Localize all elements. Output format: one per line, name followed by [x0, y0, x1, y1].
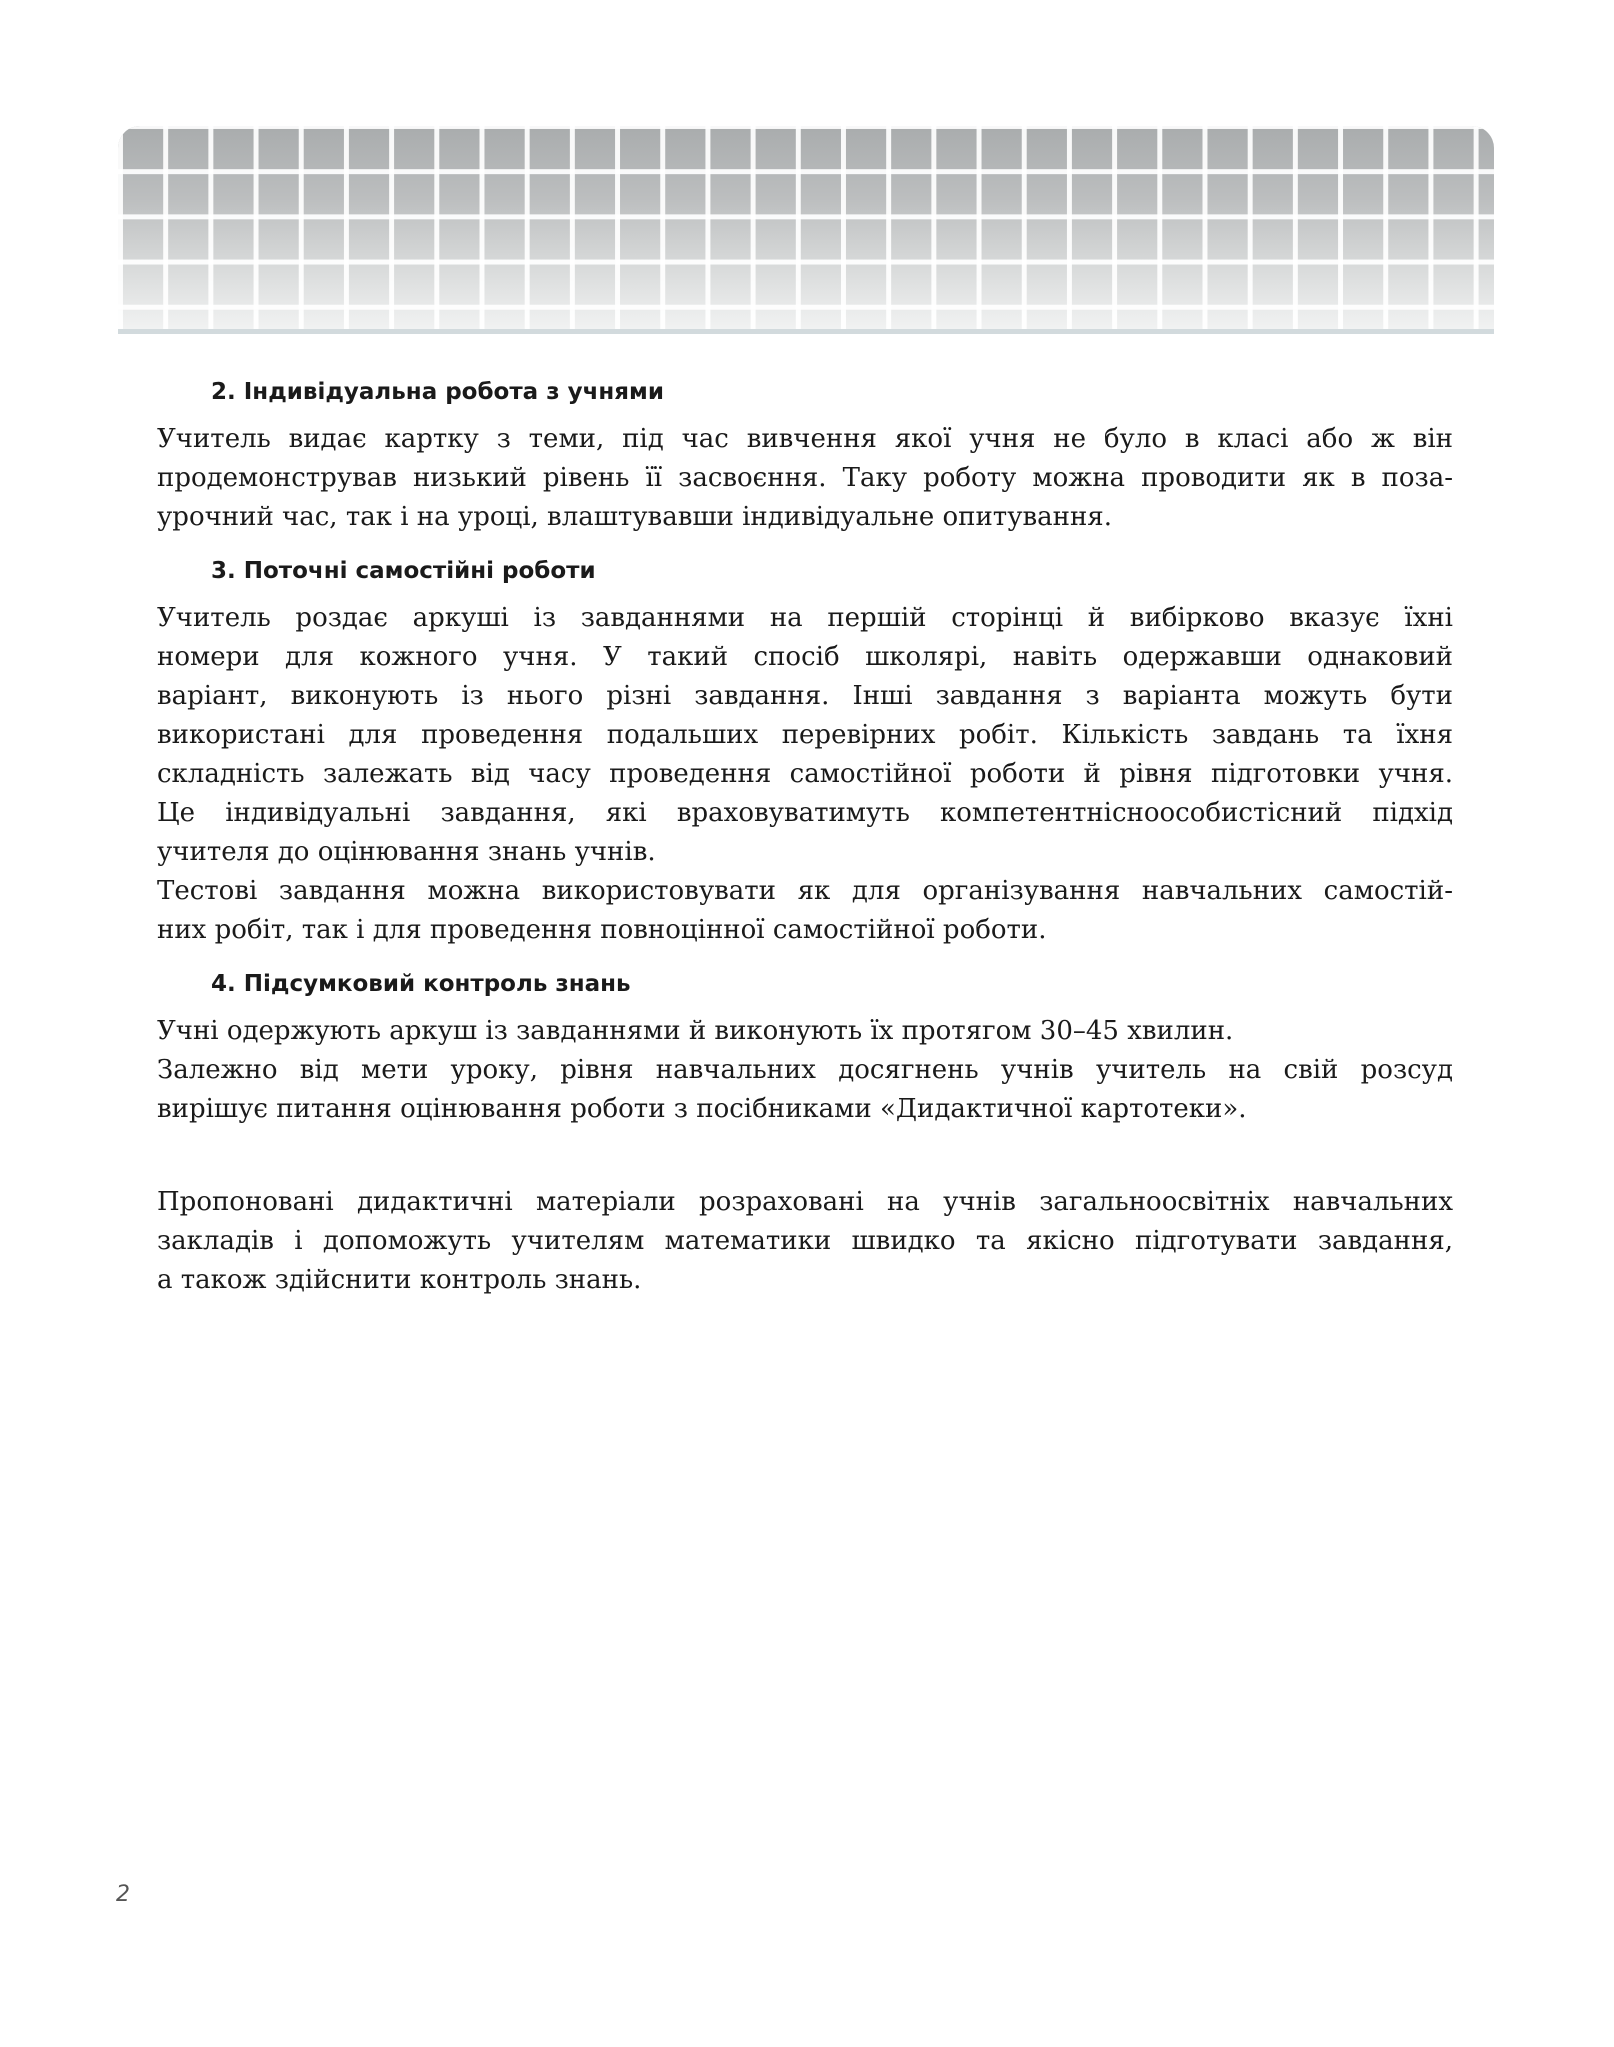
section-final-control — [157, 968, 1453, 1129]
text-line: Учитель видає картку з теми, під час вивчення якої учня не було в класі або ж він — [157, 424, 1453, 454]
text-line: варіант, виконують із нього різні завдання. Інші завдання з варіанта можуть бути — [157, 681, 1453, 711]
text-line: номери для кожного учня. У такий спосіб школярі, навіть одержавши однаковий — [157, 642, 1453, 672]
text-line: них робіт, так і для проведення повноцінної самостійної роботи. — [157, 915, 1047, 945]
spacer — [157, 1147, 1453, 1183]
text-line: Учитель роздає аркуші із завданнями на першій сторінці й вибірково вказує їхні — [157, 603, 1453, 633]
text-line: закладів і допоможуть учителям математики швидко та якісно підготувати завдання, — [157, 1226, 1453, 1256]
header-grid-pattern — [118, 126, 1494, 334]
page-content — [157, 376, 1453, 1300]
paragraph — [157, 872, 1453, 950]
section-heading: 4. Підсумковий контроль знань — [211, 971, 631, 997]
text-line: урочний час, так і на уроці, влаштувавши індивідуальне опитування. — [157, 502, 1112, 532]
header-banner — [118, 126, 1494, 334]
text-line: Пропоновані дидактичні матеріали розраховані на учнів загальноосвітніх навчальних — [157, 1187, 1453, 1217]
text-line: Це індивідуальні завдання, які враховуватимуть компетентнісноособистісний підхід — [157, 798, 1453, 828]
text-line: учителя до оцінювання знань учнів. — [157, 837, 656, 867]
header-divider — [118, 329, 1494, 334]
text-line: продемонстрував низький рівень її засвоєння. Таку роботу можна проводити як в поза- — [157, 463, 1453, 493]
closing-paragraph — [157, 1183, 1453, 1300]
text-line: складність залежать від часу проведення самостійної роботи й рівня підготовки учня. — [157, 759, 1453, 789]
text-line: Тестові завдання можна використовувати як для організування навчальних самостій- — [157, 876, 1453, 906]
section-heading: 3. Поточні самостійні роботи — [211, 558, 596, 584]
text-line: а також здійснити контроль знань. — [157, 1265, 642, 1295]
paragraph — [157, 599, 1453, 872]
text-line: використані для проведення подальших перевірних робіт. Кількість завдань та їхня — [157, 720, 1453, 750]
text-line: Учні одержують аркуш із завданнями й виконують їх протягом 30–45 хвилин. — [157, 1016, 1234, 1046]
section-heading: 2. Індивідуальна робота з учнями — [211, 379, 664, 405]
section-current-independent-work — [157, 555, 1453, 950]
text-line: вирішує питання оцінювання роботи з посібниками «Дидактичної картотеки». — [157, 1094, 1247, 1124]
paragraph — [157, 1012, 1453, 1129]
page-number: 2 — [116, 1882, 130, 1907]
section-individual-work — [157, 376, 1453, 537]
paragraph — [157, 420, 1453, 537]
text-line: Залежно від мети уроку, рівня навчальних досягнень учнів учитель на свій розсуд — [157, 1055, 1453, 1085]
